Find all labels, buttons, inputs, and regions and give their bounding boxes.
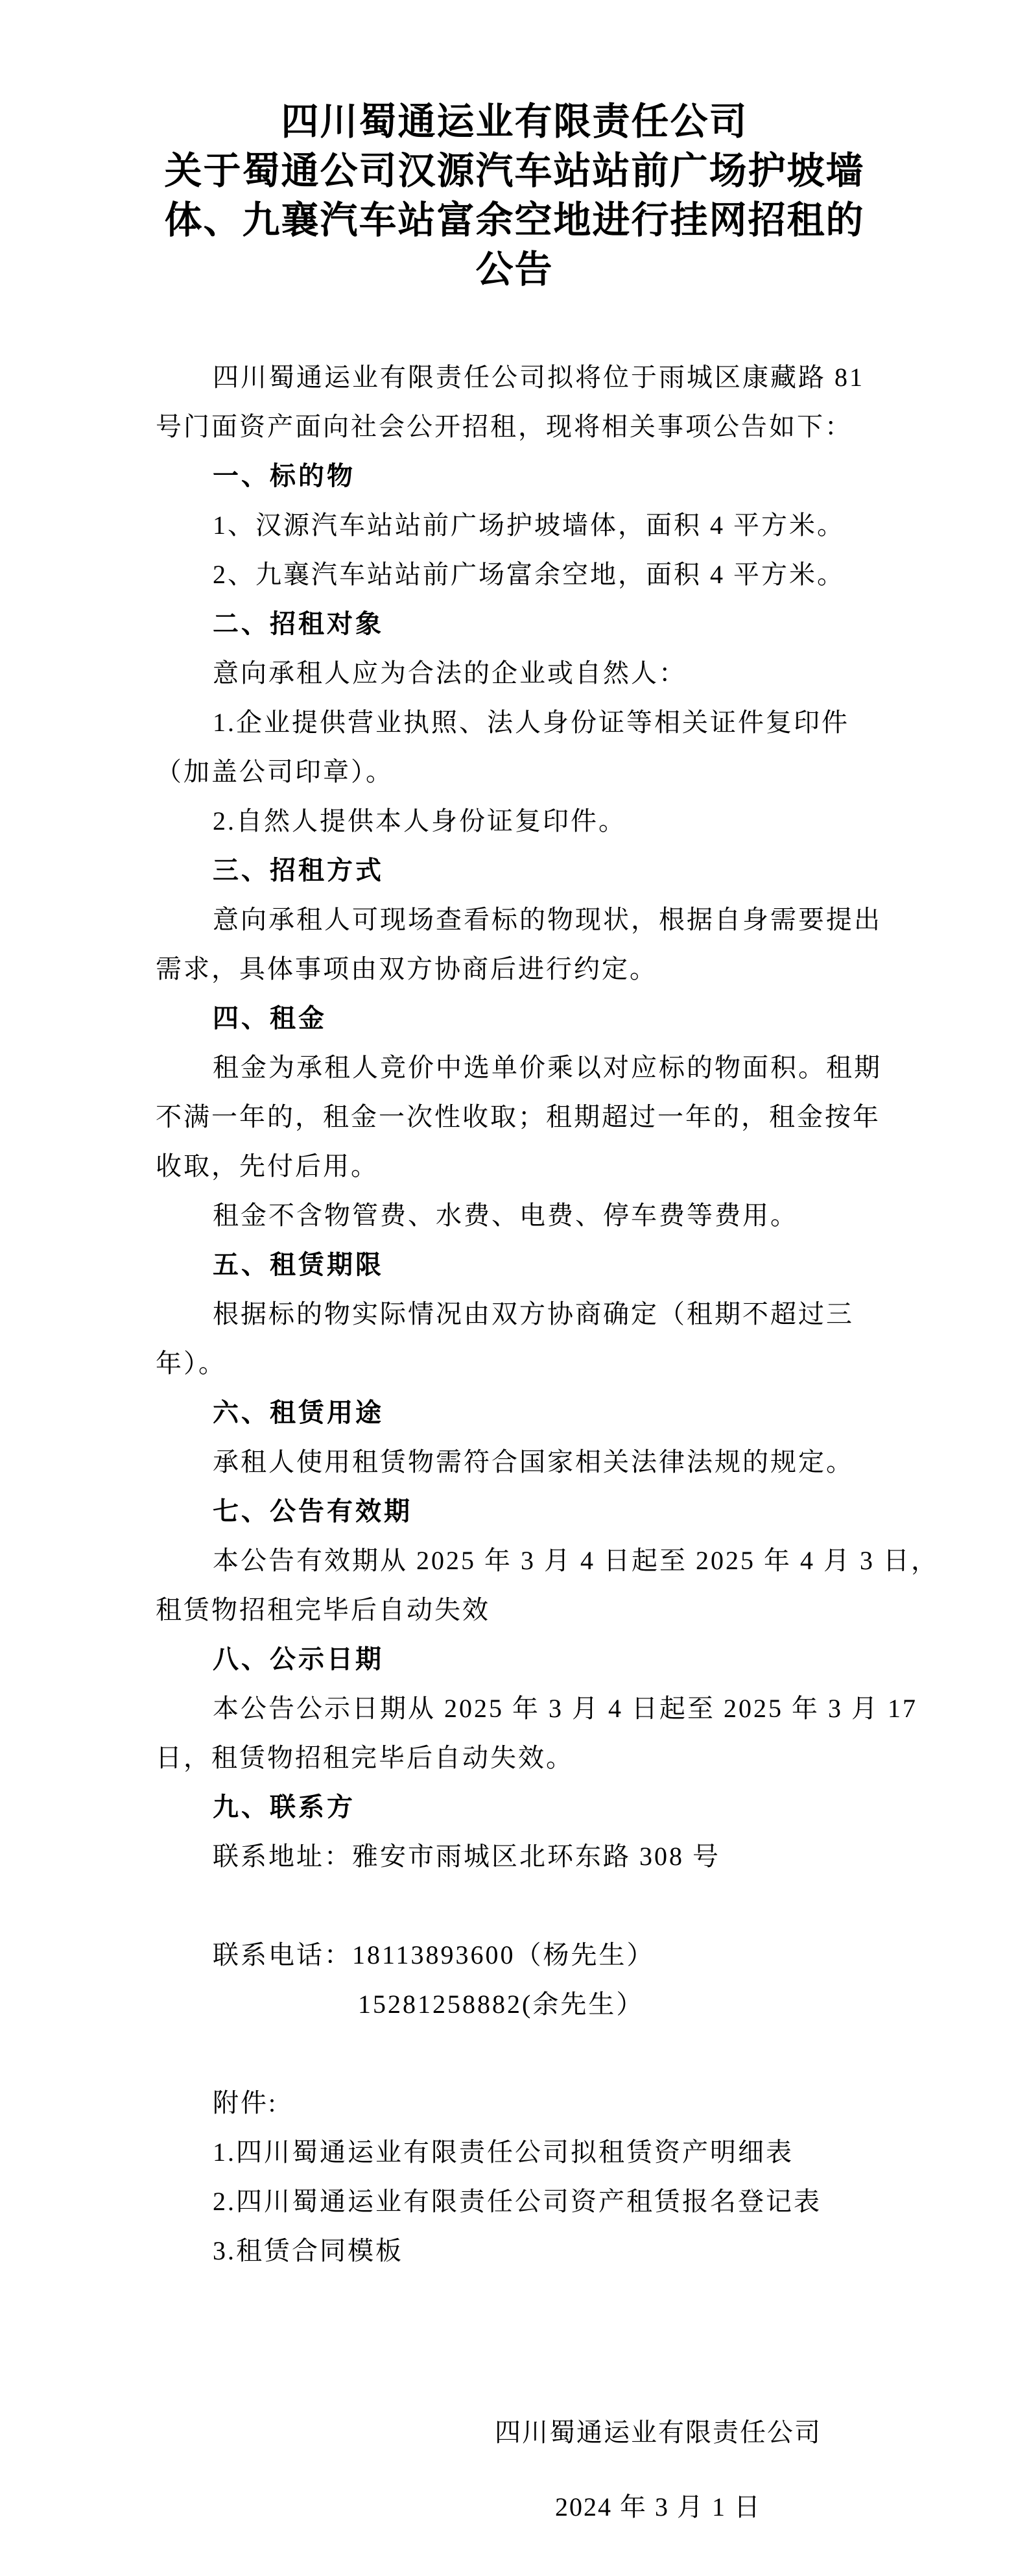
body-line: 联系地址：雅安市雨城区北环东路 308 号	[213, 1842, 720, 1871]
body-line: 意向承租人可现场查看标的物现状，根据自身需要提出	[213, 905, 882, 934]
section-heading: 九、联系方	[213, 1793, 355, 1822]
body-line: 2.四川蜀通运业有限责任公司资产租赁报名登记表	[213, 2187, 822, 2216]
body-line: 不满一年的，租金一次性收取；租期超过一年的，租金按年	[156, 1102, 881, 1131]
title-line-2: 关于蜀通公司汉源汽车站站前广场护坡墙	[164, 150, 865, 192]
body-line: 2.自然人提供本人身份证复印件。	[213, 806, 626, 836]
body-line: 15281258882(余先生）	[358, 1990, 645, 2019]
body-line: 日，租赁物招租完毕后自动失效。	[156, 1743, 574, 1772]
section-heading: 七、公告有效期	[213, 1497, 412, 1526]
section-heading: 三、招租方式	[213, 856, 384, 885]
section-heading: 一、标的物	[213, 462, 355, 490]
body-line: 号门面资产面向社会公开招租，现将相关事项公告如下：	[156, 412, 853, 441]
body-line: 1.四川蜀通运业有限责任公司拟租赁资产明细表	[213, 2137, 794, 2167]
body-line: 本公告有效期从 2025 年 3 月 4 日起至 2025 年 4 月 3 日，	[213, 1546, 939, 1575]
body-line: 联系电话：18113893600（杨先生）	[213, 1940, 655, 1969]
body-line: 收取，先付后用。	[156, 1151, 379, 1181]
title-line-1: 四川蜀通运业有限责任公司	[281, 101, 748, 143]
body-line: （加盖公司印章）。	[156, 757, 394, 786]
title-line-3: 体、九襄汽车站富余空地进行挂网招租的	[164, 199, 865, 241]
body-line: 2、九襄汽车站站前广场富余空地，面积 4 平方米。	[213, 560, 845, 589]
body-line: 承租人使用租赁物需符合国家相关法律法规的规定。	[213, 1447, 854, 1476]
signature-date: 2024 年 3 月 1 日	[555, 2492, 761, 2522]
body-line: 根据标的物实际情况由双方协商确定（租期不超过三	[213, 1299, 854, 1329]
body-line: 四川蜀通运业有限责任公司拟将位于雨城区康藏路 81	[213, 363, 864, 392]
title-line-4: 公告	[475, 248, 554, 291]
blank-line	[156, 2029, 899, 2078]
body-line: 1、汉源汽车站站前广场护坡墙体，面积 4 平方米。	[213, 511, 845, 540]
section-heading: 二、招租对象	[213, 610, 384, 638]
body-line: 年）。	[156, 1349, 226, 1378]
body-line: 需求，具体事项由双方协商后进行约定。	[156, 954, 657, 983]
signature-block	[490, 2408, 827, 2532]
blank-line	[156, 1881, 899, 1931]
body-line: 本公告公示日期从 2025 年 3 月 4 日起至 2025 年 3 月 17	[213, 1694, 917, 1723]
body-line: 3.租赁合同模板	[213, 2236, 403, 2265]
body-line: 租金为承租人竞价中选单价乘以对应标的物面积。租期	[213, 1053, 882, 1082]
body-line: 租金不含物管费、水费、电费、停车费等费用。	[213, 1201, 798, 1230]
section-heading: 八、公示日期	[213, 1645, 384, 1674]
body-line: 附件:	[213, 2088, 278, 2117]
section-heading: 四、租金	[213, 1004, 327, 1033]
signature-company: 四川蜀通运业有限责任公司	[495, 2418, 822, 2447]
document-body	[0, 353, 1029, 2276]
section-heading: 六、租赁用途	[213, 1399, 384, 1427]
section-heading: 五、租赁期限	[213, 1251, 384, 1279]
document-title	[0, 0, 1029, 295]
body-line: 1.企业提供营业执照、法人身份证等相关证件复印件	[213, 708, 849, 737]
body-line: 租赁物招租完毕后自动失效	[156, 1595, 490, 1624]
body-line: 意向承租人应为合法的企业或自然人：	[213, 658, 687, 688]
